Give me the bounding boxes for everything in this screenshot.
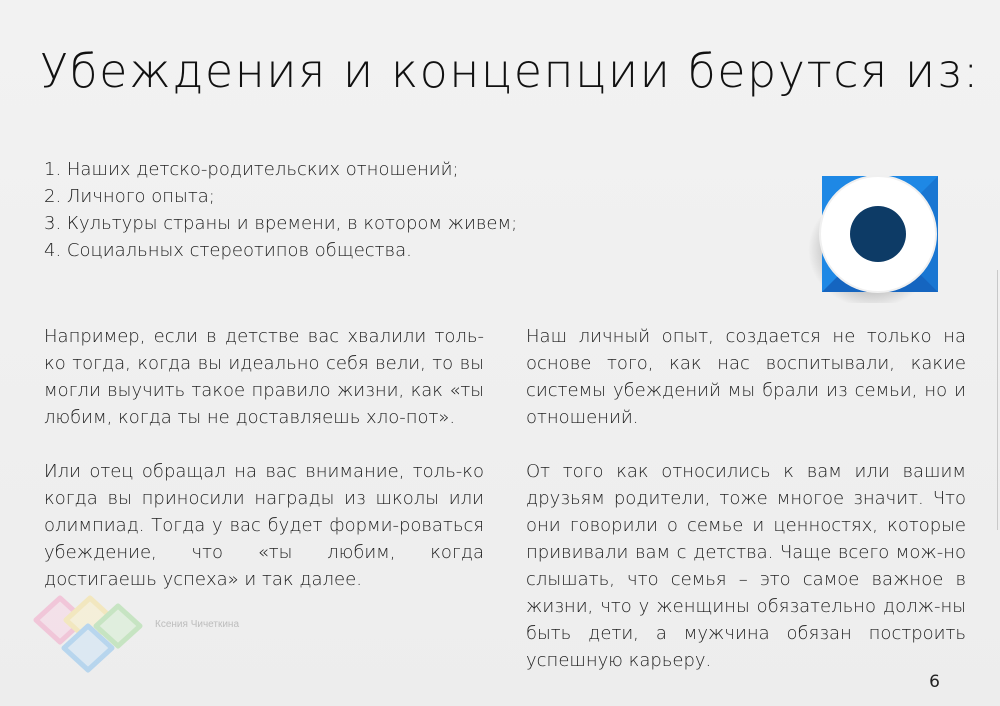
left-paragraph: Или отец обращал на вас внимание, толь-ко когда вы приносили награды из школы или олимпиад. Тогда у вас будет форми-роваться убеждение, что «ты любим, когда достигаешь успеха» и так далее. — [44, 461, 484, 590]
sources-list — [44, 156, 517, 264]
left-column — [44, 323, 484, 620]
watermark-text: Ксения Чичеткина — [155, 619, 240, 630]
sources-list-item: 4. Социальных стереотипов общества. — [44, 240, 412, 261]
sources-list-item: 1. Наших детско-родительских отношений; — [44, 159, 459, 180]
right-paragraph: От того как относились к вам или вашим друзьям родители, тоже многое значит. Что они говорили о семье и ценностях, которые прививали вам с детства. Чаще всего мож-но слышать, что семья – это самое важное в жизни, что у женщины обязательно долж-ны быть дети, а мужчина обязан построить успешную карьеру. — [526, 461, 966, 671]
diamond-cluster-logo — [30, 592, 150, 678]
right-paragraph: Наш личный опыт, создается не только на основе того, как нас воспитывали, какие системы убеждений мы брали из семьи, но и отношений. — [526, 326, 966, 428]
left-paragraph: Например, если в детстве вас хвалили толь-ко тогда, когда вы идеально себя вели, то вы могли выучить такое правило жизни, как «ты любим, когда ты не доставляешь хло-пот». — [44, 326, 484, 428]
sources-list-item: 3. Культуры страны и времени, в котором живем; — [44, 213, 518, 234]
ring-badge-icon — [806, 168, 946, 303]
sources-list-item: 2. Личного опыта; — [44, 186, 215, 207]
right-column — [526, 323, 966, 701]
page-title: Убеждения и концепции берутся из: — [40, 44, 981, 98]
edge-divider — [997, 270, 998, 530]
page-number: 6 — [929, 672, 940, 692]
